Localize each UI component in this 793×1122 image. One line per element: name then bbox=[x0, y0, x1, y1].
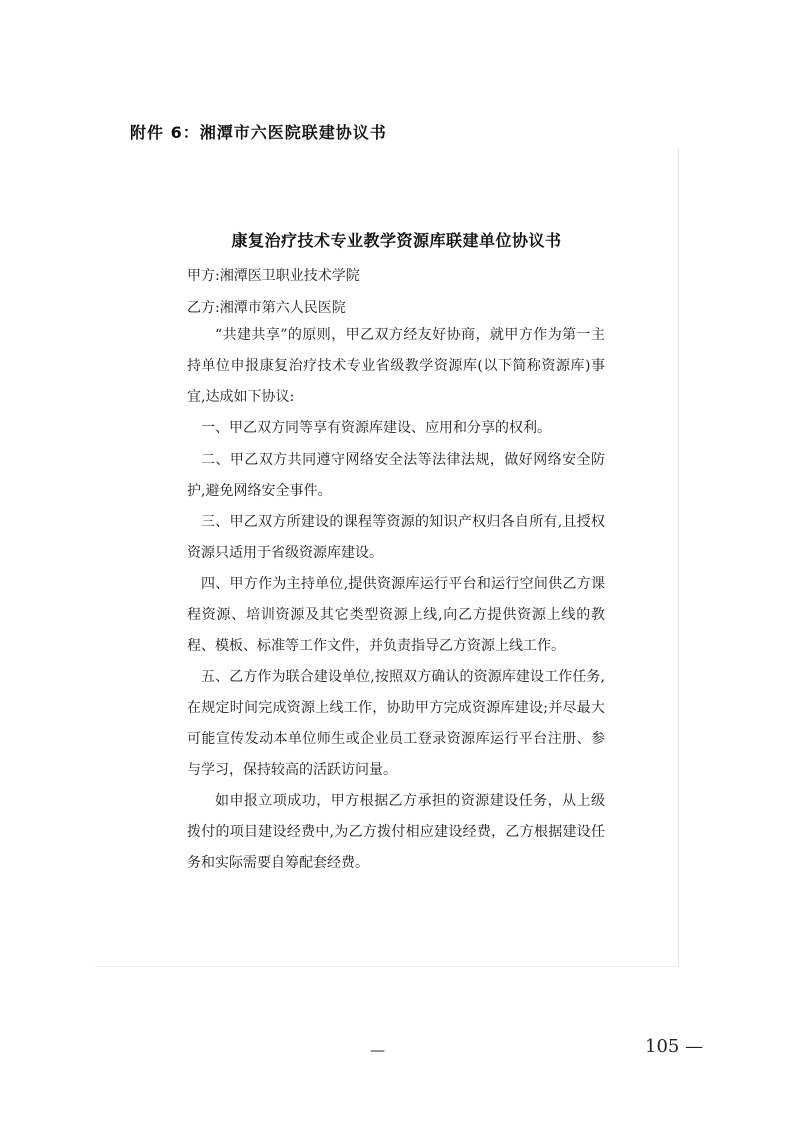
funding-paragraph: 如申报立项成功，甲方根据乙方承担的资源建设任务，从上级拨付的项目建设经费中,为乙方拨付相应建设经费，乙方根据建设任务和实际需要自筹配套经费。 bbox=[187, 793, 605, 871]
intro-paragraph: “共建共享”的原则，甲乙双方经友好协商，就甲方作为第一主持单位申报康复治疗技术专业省级教学资源库(以下简称资源库)事宜,达成如下协议: bbox=[187, 327, 605, 405]
clause-1: 一、甲乙双方同等享有资源库建设、应用和分享的权利。 bbox=[201, 420, 551, 436]
clause-5: 五、乙方作为联合建设单位,按照双方确认的资源库建设工作任务,在规定时间完成资源上线工作，协助甲方完成资源库建设;并尽最大可能宣传发动本单位师生或企业员工登录资源库运行平台注册、参与学习，保持较高的活跃访问量。 bbox=[187, 669, 605, 778]
party-b: 乙方:湘潭市第六人民医院 bbox=[187, 300, 346, 316]
clause-4: 四、甲方作为主持单位,提供资源库运行平台和运行空间供乙方课程资源、培训资源及其它类型资源上线,向乙方提供资源上线的教程、模板、标准等工作文件，并负责指导乙方资源上线工作。 bbox=[187, 576, 605, 654]
footer-dash: — bbox=[370, 1041, 385, 1059]
scan-edge-right bbox=[678, 148, 679, 966]
clause-2: 二、甲乙双方共同遵守网络安全法等法律法规，做好网络安全防护,避免网络安全事件。 bbox=[187, 452, 605, 499]
party-a: 甲方:湘潭医卫职业技术学院 bbox=[187, 268, 360, 284]
clause-3: 三、甲乙双方所建设的课程等资源的知识产权归各自所有,且授权资源只适用于省级资源库建设。 bbox=[187, 514, 605, 561]
page-number: 105 — bbox=[645, 1036, 704, 1057]
document-title: 康复治疗技术专业教学资源库联建单位协议书 bbox=[231, 231, 562, 250]
scan-edge-bottom bbox=[95, 966, 679, 967]
attachment-heading: 附件 6：湘潭市六医院联建协议书 bbox=[130, 123, 387, 142]
